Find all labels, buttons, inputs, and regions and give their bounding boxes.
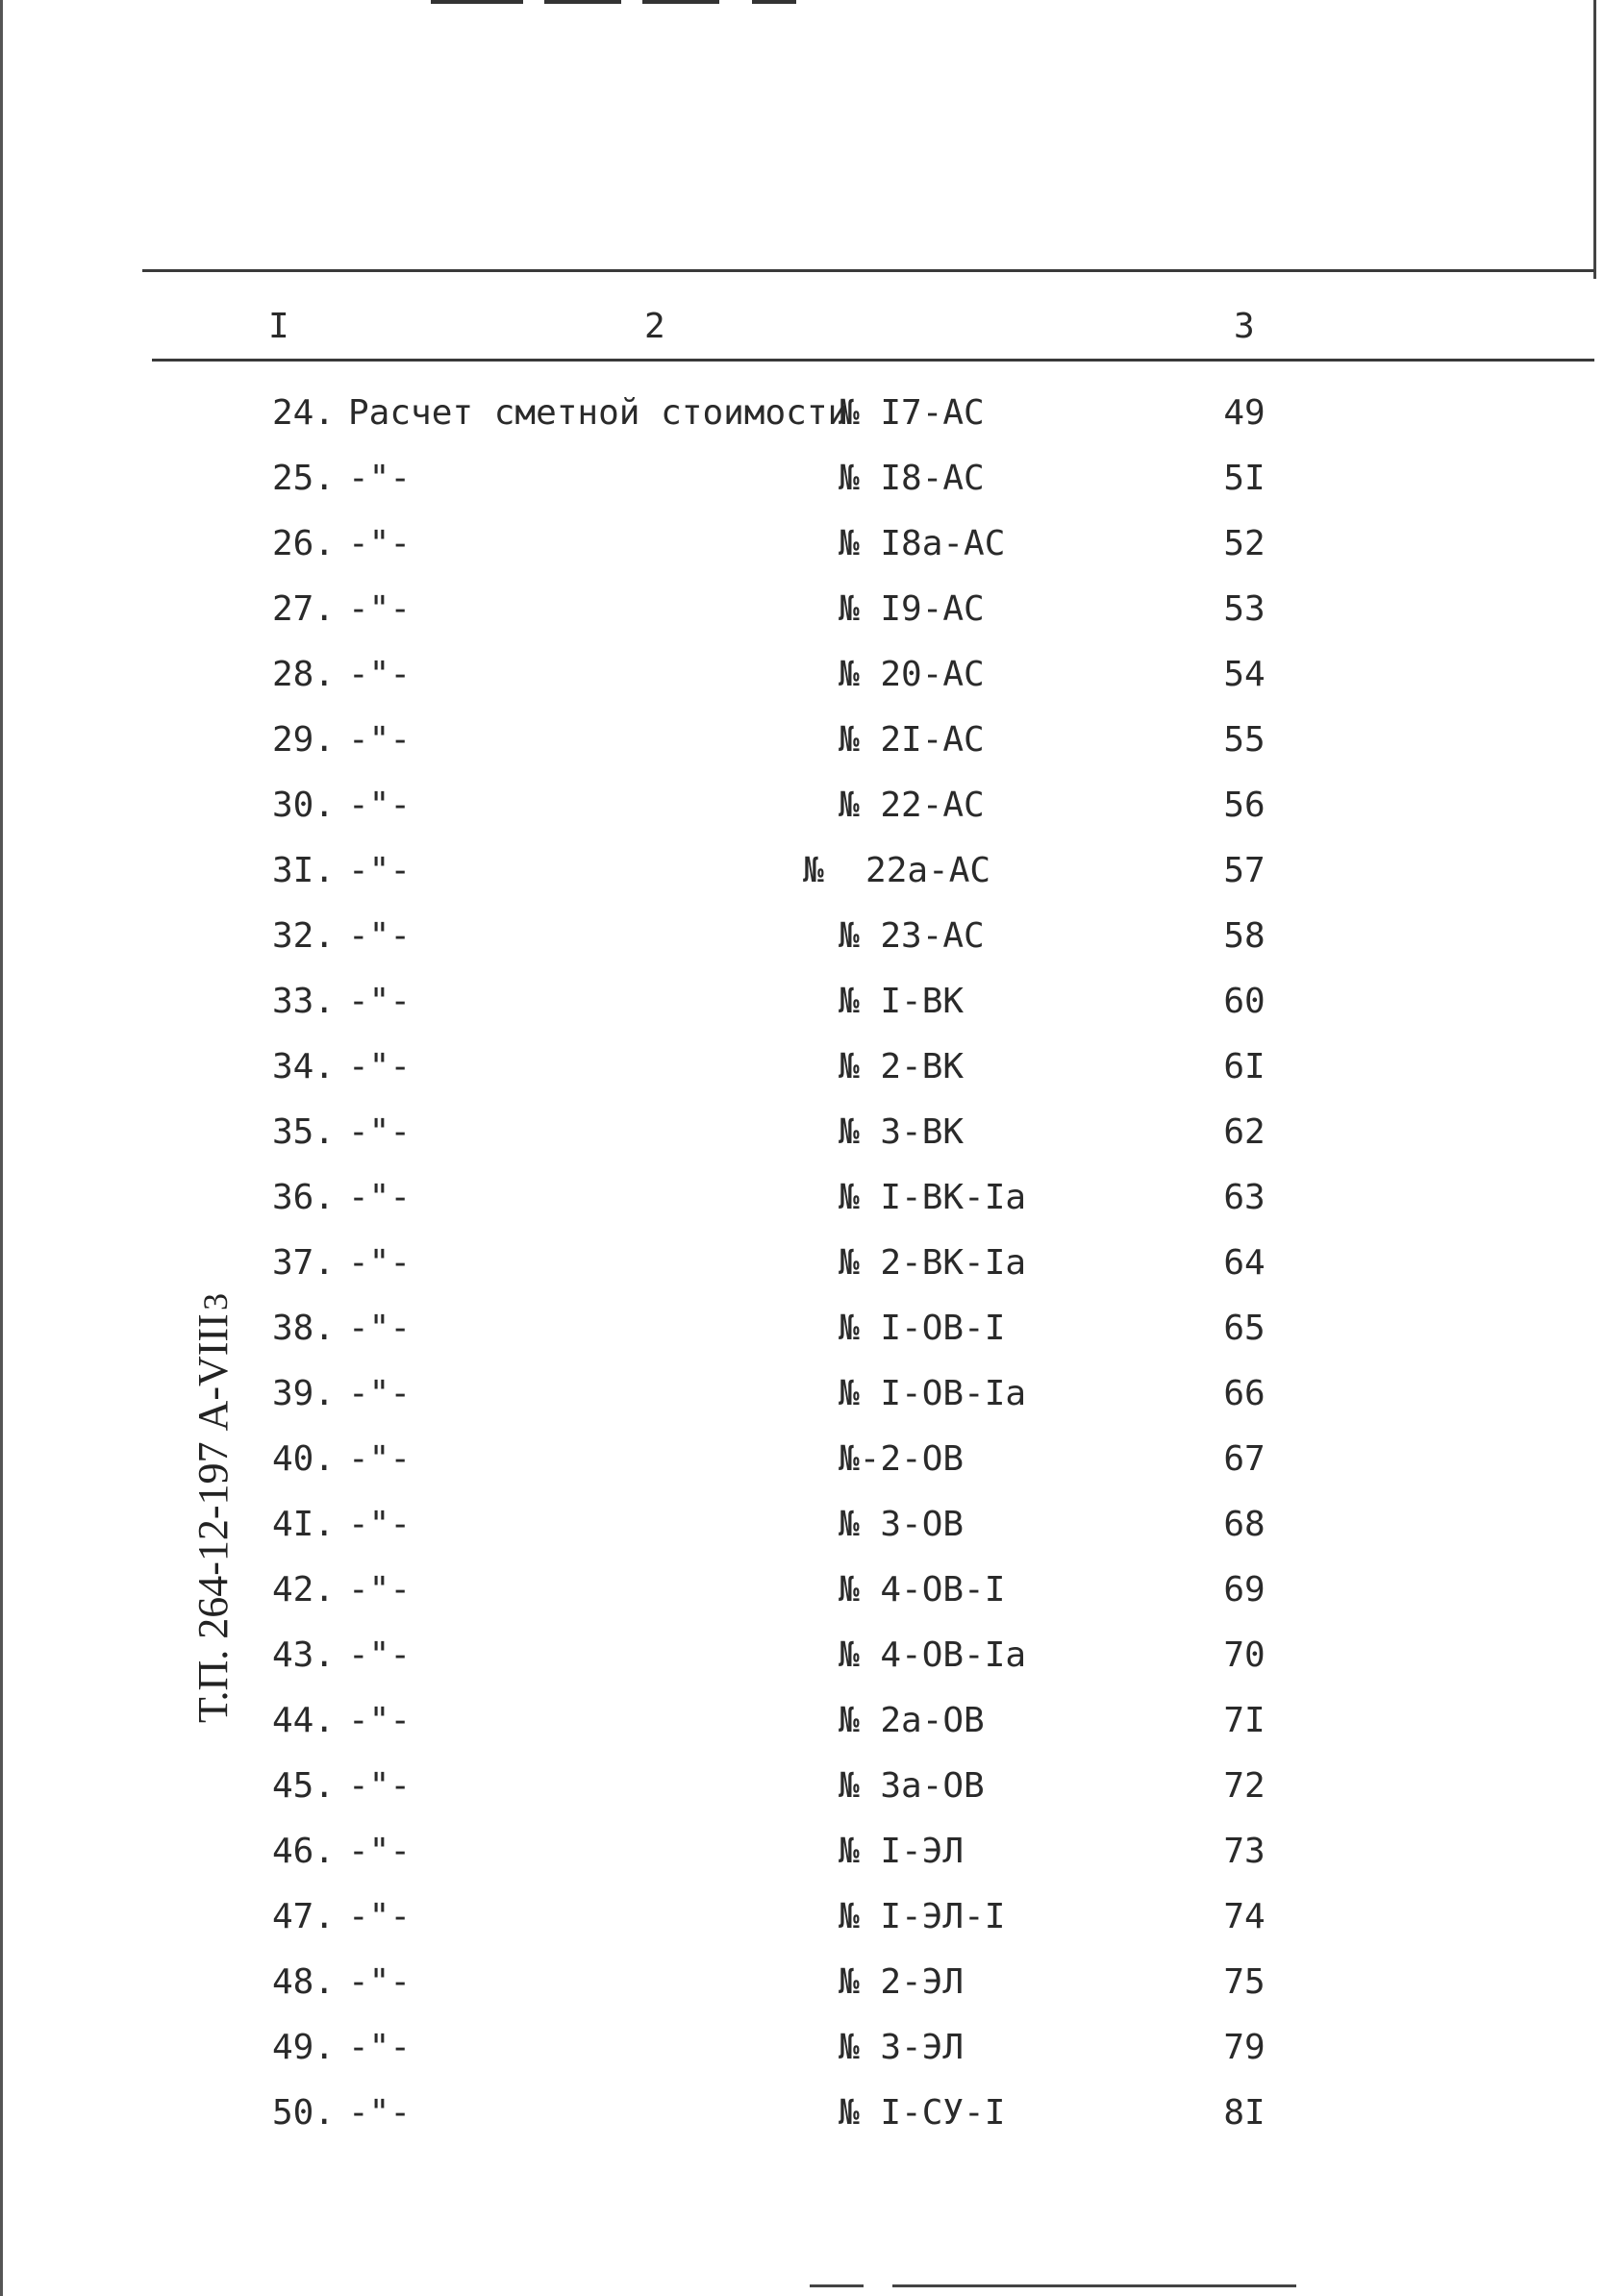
row-name: -"- — [348, 2093, 412, 2133]
row-code: № I-ОВ-Iа — [839, 1374, 1027, 1413]
table-row — [0, 1492, 1604, 1558]
row-page: 55 — [1223, 720, 1266, 760]
row-number: 36. — [272, 1178, 336, 1217]
row-code: № I-ЭЛ — [839, 1832, 965, 1871]
table-row — [0, 708, 1604, 773]
row-name: -"- — [348, 1047, 412, 1086]
row-number: 32. — [272, 916, 336, 956]
column-header-2: 2 — [644, 307, 665, 346]
side-stamp-page: 3 — [196, 1293, 235, 1310]
row-code: № I-СУ-I — [839, 2093, 1006, 2133]
table-row — [0, 2015, 1604, 2081]
row-page: 66 — [1223, 1374, 1266, 1413]
row-number: 26. — [272, 524, 336, 563]
row-name: -"- — [348, 1570, 412, 1610]
row-name: -"- — [348, 1243, 412, 1283]
table-row — [0, 1035, 1604, 1100]
row-name: -"- — [348, 524, 412, 563]
row-name: -"- — [348, 1701, 412, 1740]
table-row — [0, 904, 1604, 969]
row-number: 4I. — [272, 1505, 336, 1544]
table-row — [0, 1231, 1604, 1296]
row-name: -"- — [348, 1766, 412, 1806]
row-page: 65 — [1223, 1309, 1266, 1348]
row-code: № I9-АС — [839, 589, 985, 629]
table-row — [0, 1688, 1604, 1754]
row-page: 69 — [1223, 1570, 1266, 1610]
table-row — [0, 1754, 1604, 1819]
row-code: № 2-ВК-Iа — [839, 1243, 1027, 1283]
row-number: 48. — [272, 1962, 336, 2002]
row-code: № I-ВК-Iа — [839, 1178, 1027, 1217]
row-name: -"- — [348, 786, 412, 825]
row-page: 70 — [1223, 1635, 1266, 1675]
row-name: -"- — [348, 459, 412, 498]
row-code: № I7-АС — [839, 393, 985, 433]
row-name: -"- — [348, 1374, 412, 1413]
row-number: 28. — [272, 655, 336, 694]
row-number: 50. — [272, 2093, 336, 2133]
row-page: 75 — [1223, 1962, 1266, 2002]
row-page: 67 — [1223, 1439, 1266, 1479]
row-page: 73 — [1223, 1832, 1266, 1871]
row-code: № 20-АС — [839, 655, 985, 694]
row-page: 60 — [1223, 982, 1266, 1021]
scan-mark — [892, 2284, 1296, 2287]
table-row — [0, 446, 1604, 512]
row-number: 33. — [272, 982, 336, 1021]
table-row — [0, 642, 1604, 708]
row-page: 6I — [1223, 1047, 1266, 1086]
row-name: -"- — [348, 1309, 412, 1348]
row-number: 44. — [272, 1701, 336, 1740]
row-page: 63 — [1223, 1178, 1266, 1217]
table-row — [0, 1100, 1604, 1165]
row-code: № 23-АС — [839, 916, 985, 956]
row-code: № 3-ВК — [839, 1112, 965, 1152]
scan-mark — [752, 0, 796, 4]
row-number: 27. — [272, 589, 336, 629]
row-number: 39. — [272, 1374, 336, 1413]
row-page: 54 — [1223, 655, 1266, 694]
row-name: -"- — [348, 1439, 412, 1479]
row-page: 72 — [1223, 1766, 1266, 1806]
table-row — [0, 381, 1604, 446]
row-code: № 3-ЭЛ — [839, 2028, 965, 2067]
row-number: 24. — [272, 393, 336, 433]
table-row — [0, 838, 1604, 904]
row-name: -"- — [348, 2028, 412, 2067]
row-code: № 3а-ОВ — [839, 1766, 985, 1806]
column-header-1: I — [268, 307, 289, 346]
row-page: 52 — [1223, 524, 1266, 563]
row-name: -"- — [348, 851, 412, 890]
row-name: -"- — [348, 1962, 412, 2002]
row-name: -"- — [348, 1832, 412, 1871]
row-number: 45. — [272, 1766, 336, 1806]
table-top-rule — [142, 269, 1594, 272]
row-page: 64 — [1223, 1243, 1266, 1283]
row-page: 7I — [1223, 1701, 1266, 1740]
scan-edge-right — [1593, 0, 1596, 279]
column-header-3: 3 — [1234, 307, 1255, 346]
row-number: 38. — [272, 1309, 336, 1348]
row-number: 42. — [272, 1570, 336, 1610]
row-page: 68 — [1223, 1505, 1266, 1544]
row-code: № I8-АС — [839, 459, 985, 498]
table-row — [0, 2081, 1604, 2146]
row-code: № 3-ОВ — [839, 1505, 965, 1544]
row-page: 5I — [1223, 459, 1266, 498]
row-code: № 4-ОВ-Iа — [839, 1635, 1027, 1675]
scan-mark — [810, 2284, 864, 2287]
row-code: № 22а-АС — [803, 851, 991, 890]
row-number: 34. — [272, 1047, 336, 1086]
row-name: -"- — [348, 1635, 412, 1675]
table-row — [0, 577, 1604, 642]
table-row — [0, 1296, 1604, 1361]
table-row — [0, 1950, 1604, 2015]
row-code: №-2-ОВ — [839, 1439, 965, 1479]
row-page: 8I — [1223, 2093, 1266, 2133]
row-name: -"- — [348, 720, 412, 760]
side-stamp: Т.П. 264-12-197 А-VIII — [189, 1313, 237, 1723]
row-name: -"- — [348, 589, 412, 629]
row-name: -"- — [348, 1178, 412, 1217]
row-page: 49 — [1223, 393, 1266, 433]
table-row — [0, 1165, 1604, 1231]
row-number: 46. — [272, 1832, 336, 1871]
row-page: 79 — [1223, 2028, 1266, 2067]
table-row — [0, 1623, 1604, 1688]
row-name: -"- — [348, 916, 412, 956]
table-row — [0, 1884, 1604, 1950]
row-code: № I-ЭЛ-I — [839, 1897, 1006, 1936]
row-code: № 2а-ОВ — [839, 1701, 985, 1740]
row-code: № 22-АС — [839, 786, 985, 825]
row-page: 62 — [1223, 1112, 1266, 1152]
row-name: -"- — [348, 982, 412, 1021]
row-page: 58 — [1223, 916, 1266, 956]
row-code: № 2I-АС — [839, 720, 985, 760]
row-page: 74 — [1223, 1897, 1266, 1936]
row-number: 49. — [272, 2028, 336, 2067]
table-row — [0, 512, 1604, 577]
row-name: -"- — [348, 1897, 412, 1936]
scan-mark — [431, 0, 523, 4]
table-row — [0, 1427, 1604, 1492]
scan-mark — [642, 0, 719, 4]
row-code: № I-ОВ-I — [839, 1309, 1006, 1348]
table-row — [0, 969, 1604, 1035]
row-name: -"- — [348, 655, 412, 694]
row-number: 40. — [272, 1439, 336, 1479]
row-code: № 4-ОВ-I — [839, 1570, 1006, 1610]
row-code: № I-ВК — [839, 982, 965, 1021]
row-number: 47. — [272, 1897, 336, 1936]
row-code: № I8а-АС — [839, 524, 1006, 563]
table-row — [0, 1558, 1604, 1623]
row-name: -"- — [348, 1505, 412, 1544]
row-code: № 2-ВК — [839, 1047, 965, 1086]
row-page: 53 — [1223, 589, 1266, 629]
scan-mark — [544, 0, 621, 4]
row-number: 29. — [272, 720, 336, 760]
table-row — [0, 773, 1604, 838]
row-number: 43. — [272, 1635, 336, 1675]
row-name: Расчет сметной стоимости — [348, 393, 849, 433]
row-page: 57 — [1223, 851, 1266, 890]
row-number: 35. — [272, 1112, 336, 1152]
row-name: -"- — [348, 1112, 412, 1152]
header-bottom-rule — [152, 359, 1594, 362]
row-page: 56 — [1223, 786, 1266, 825]
row-number: 25. — [272, 459, 336, 498]
row-number: 3I. — [272, 851, 336, 890]
table-row — [0, 1361, 1604, 1427]
row-number: 30. — [272, 786, 336, 825]
row-code: № 2-ЭЛ — [839, 1962, 965, 2002]
table-row — [0, 1819, 1604, 1884]
row-number: 37. — [272, 1243, 336, 1283]
